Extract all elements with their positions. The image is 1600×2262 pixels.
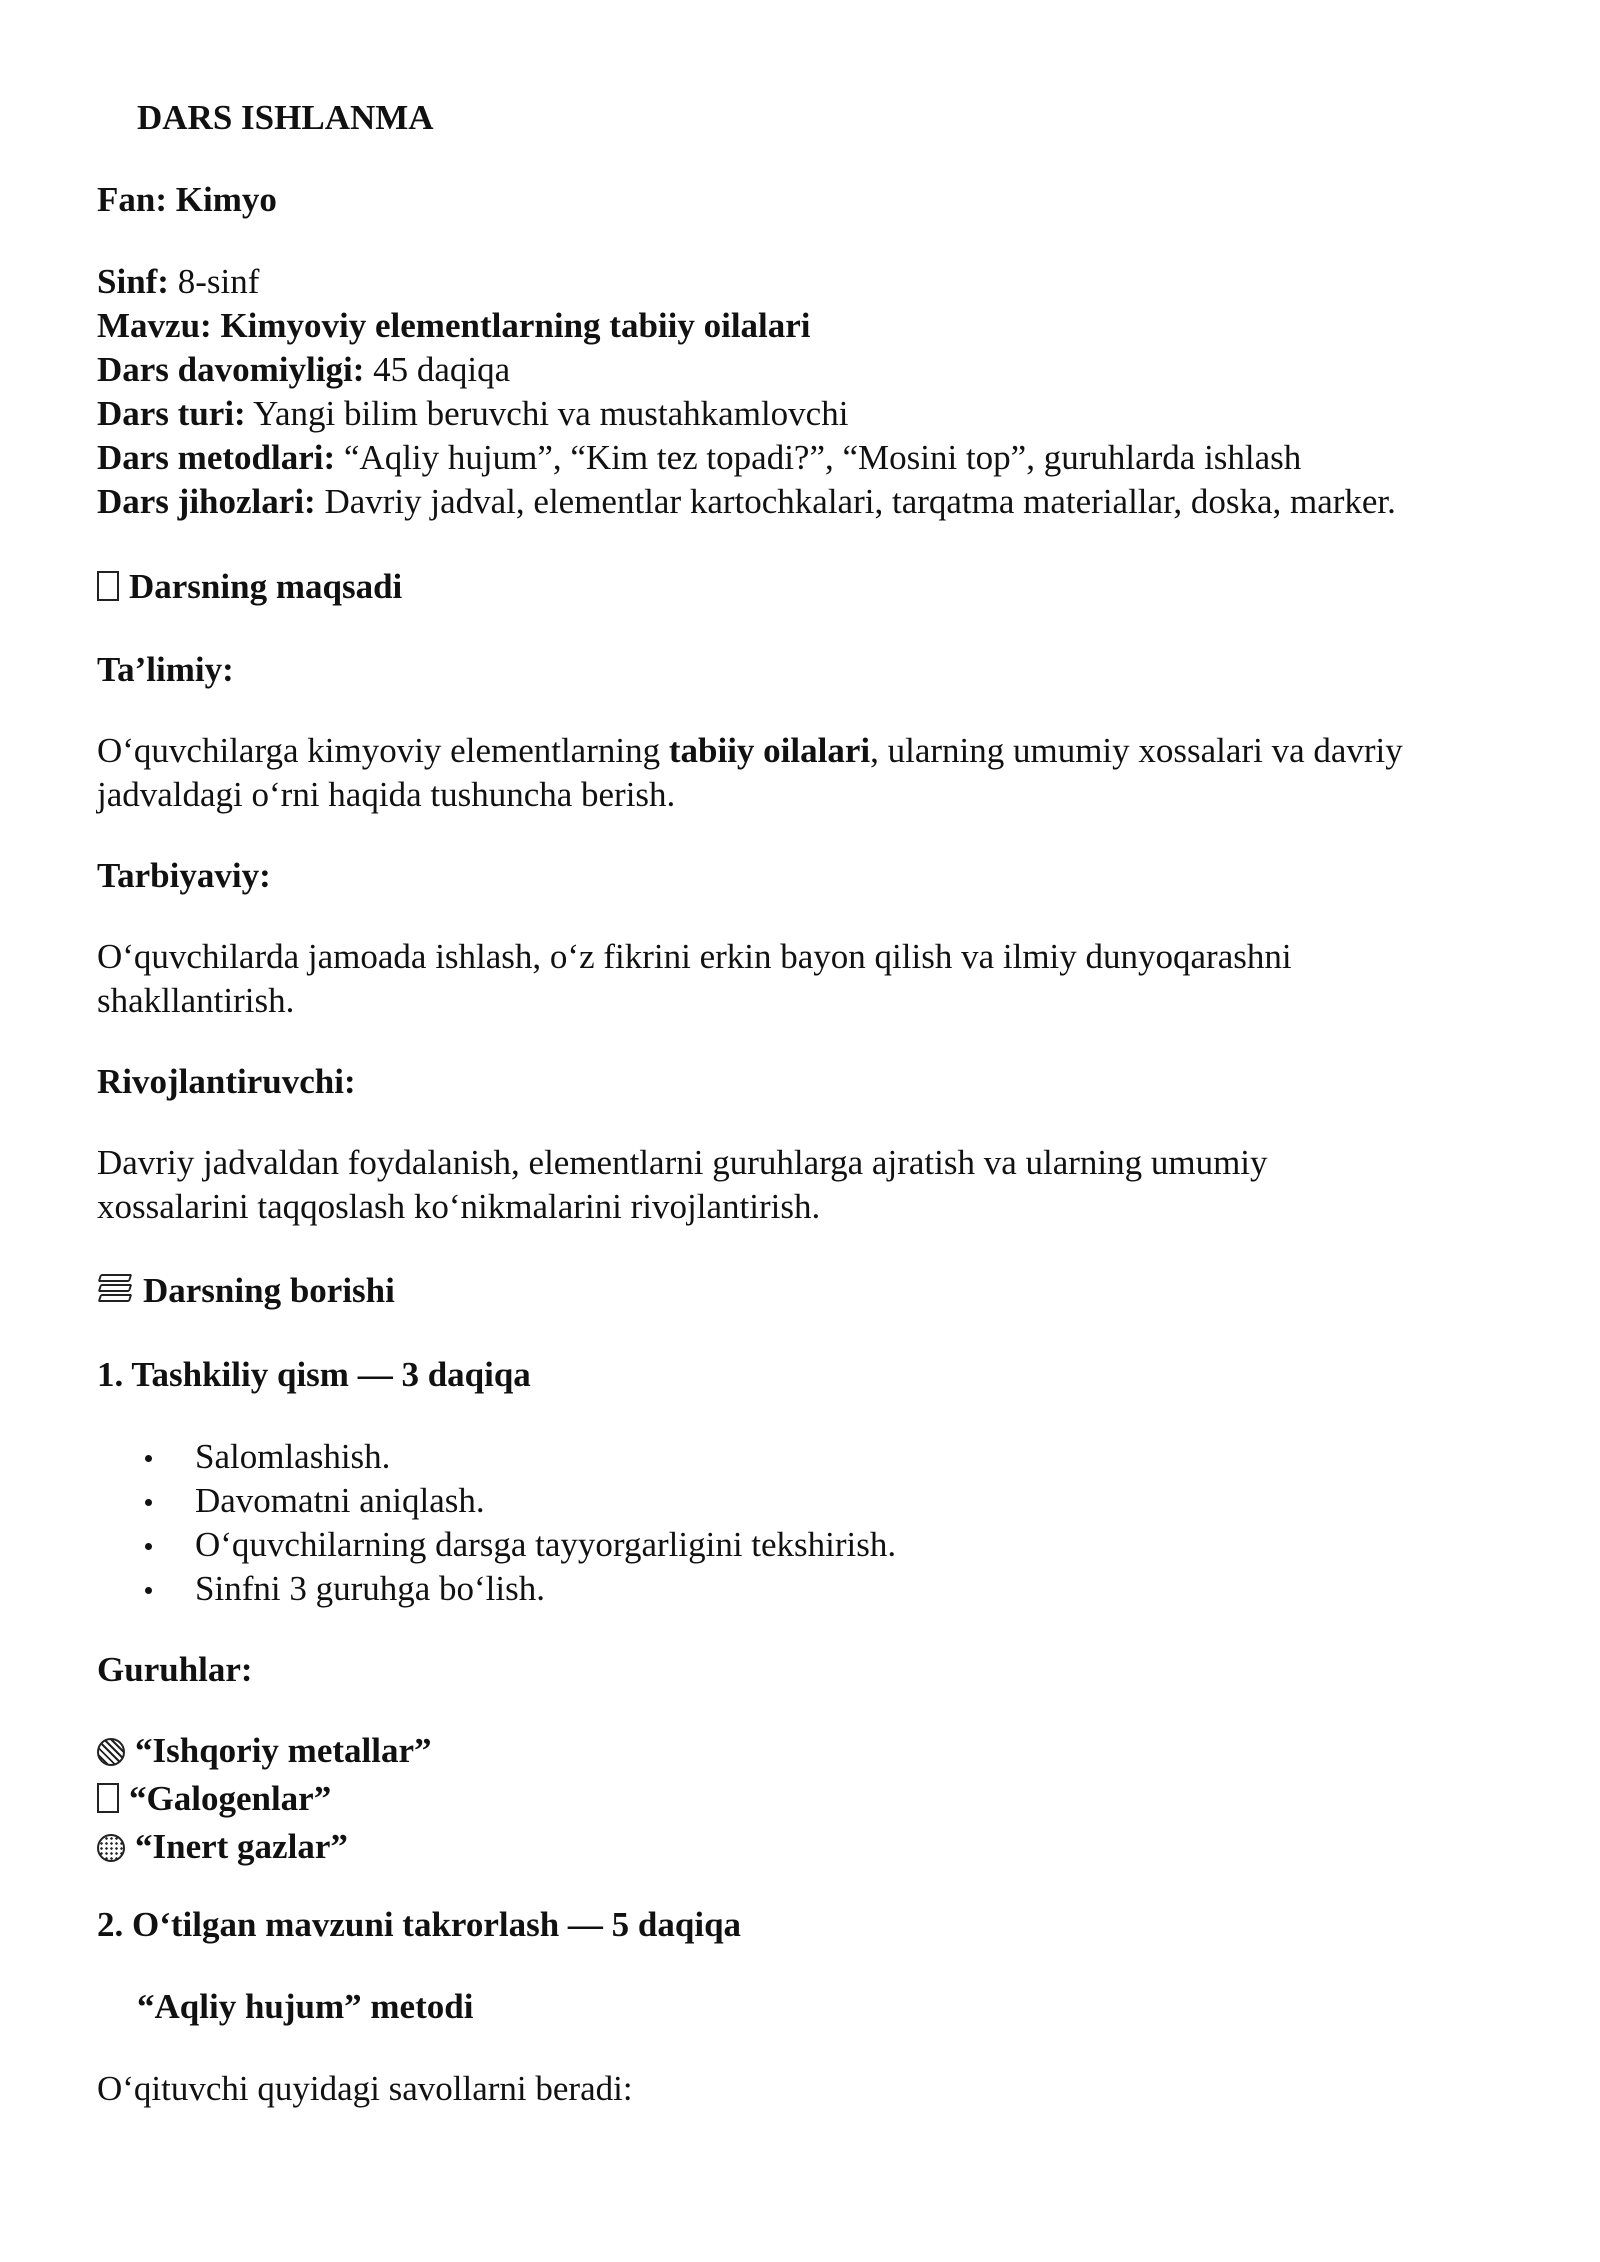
group-halogens bbox=[97, 1777, 1517, 1825]
upbringing-line-2: shakllantirish. bbox=[97, 981, 295, 1020]
hatched-circle-icon bbox=[97, 1738, 125, 1766]
list-item: Salomlashish. bbox=[97, 1435, 1517, 1479]
books-icon bbox=[97, 1272, 135, 1306]
lesson-type-label: Dars turi: bbox=[97, 394, 246, 433]
step-2-heading: 2. O‘tilgan mavzuni takrorlash — 5 daqiqa bbox=[97, 1905, 742, 1944]
groups-heading: Guruhlar: bbox=[97, 1650, 253, 1689]
document-title: DARS ISHLANMA bbox=[137, 98, 434, 137]
grade-line bbox=[97, 260, 1517, 304]
group-noble-gases bbox=[97, 1825, 1517, 1873]
equipment-label: Dars jihozlari: bbox=[97, 482, 316, 521]
lesson-type-line bbox=[97, 392, 1517, 436]
topic-line: Mavzu: Kimyoviy elementlarning tabiiy oilalari bbox=[97, 306, 811, 345]
list-item: Davomatni aniqlash. bbox=[97, 1479, 1517, 1523]
duration-line bbox=[97, 348, 1517, 392]
goals-heading bbox=[97, 565, 1517, 609]
equipment-line bbox=[97, 480, 1517, 524]
step-1-heading: 1. Tashkiliy qism — 3 daqiqa bbox=[97, 1355, 531, 1394]
lesson-flow-heading-text: Darsning borishi bbox=[143, 1271, 395, 1310]
lesson-flow-heading bbox=[97, 1269, 1517, 1313]
developmental-heading: Rivojlantiruvchi: bbox=[97, 1062, 356, 1101]
subject-line: Fan: Kimyo bbox=[97, 180, 277, 219]
lesson-info-block bbox=[97, 260, 1517, 524]
educational-emphasis: tabiiy oilalari bbox=[668, 731, 871, 770]
upbringing-paragraph bbox=[97, 935, 1517, 1023]
lesson-plan-document bbox=[97, 96, 1517, 2111]
upbringing-heading: Tarbiyaviy: bbox=[97, 856, 271, 895]
educational-text: O‘quvchilarga kimyoviy elementlarning bbox=[97, 731, 669, 770]
upbringing-line-1: O‘quvchilarda jamoada ishlash, o‘z fikrini erkin bayon qilish va ilmiy dunyoqarashni bbox=[97, 937, 1292, 976]
grade-label: Sinf: bbox=[97, 262, 169, 301]
groups-list bbox=[97, 1729, 1517, 1873]
educational-paragraph bbox=[97, 729, 1517, 817]
group-alkali-metals bbox=[97, 1729, 1517, 1777]
methods-label: Dars metodlari: bbox=[97, 438, 336, 477]
step-2-text: O‘qituvchi quyidagi savollarni beradi: bbox=[97, 2069, 633, 2108]
goals-heading-text: Darsning maqsadi bbox=[129, 567, 403, 606]
step-1-list bbox=[97, 1435, 1517, 1611]
developmental-line-1: Davriy jadvaldan foydalanish, elementlarni guruhlarga ajratish va ularning umumiy bbox=[97, 1143, 1268, 1182]
target-icon bbox=[97, 571, 119, 601]
group-name: “Ishqoriy metallar” bbox=[135, 1731, 432, 1770]
lesson-type-value: Yangi bilim beruvchi va mustahkamlovchi bbox=[245, 394, 849, 433]
educational-line-2: jadvaldagi o‘rni haqida tushuncha berish. bbox=[97, 775, 676, 814]
step-2-method-heading: “Aqliy hujum” metodi bbox=[137, 1987, 474, 2026]
educational-line-1 bbox=[97, 729, 1517, 773]
dotted-circle-icon bbox=[97, 1834, 125, 1862]
square-icon bbox=[97, 1783, 119, 1813]
list-item: O‘quvchilarning darsga tayyorgarligini tekshirish. bbox=[97, 1523, 1517, 1567]
educational-text-end: , ularning umumiy xossalari va davriy bbox=[870, 731, 1403, 770]
duration-value: 45 daqiqa bbox=[364, 350, 511, 389]
developmental-line-2: xossalarini taqqoslash ko‘nikmalarini rivojlantirish. bbox=[97, 1187, 821, 1226]
methods-value: “Aqliy hujum”, “Kim tez topadi?”, “Mosini top”, guruhlarda ishlash bbox=[335, 438, 1302, 477]
equipment-value: Davriy jadval, elementlar kartochkalari, tarqatma materiallar, doska, marker. bbox=[315, 482, 1396, 521]
developmental-paragraph bbox=[97, 1141, 1517, 1229]
grade-value: 8-sinf bbox=[168, 262, 260, 301]
group-name: “Inert gazlar” bbox=[135, 1827, 348, 1866]
methods-line bbox=[97, 436, 1517, 480]
group-name: “Galogenlar” bbox=[129, 1779, 332, 1818]
duration-label: Dars davomiyligi: bbox=[97, 350, 365, 389]
educational-heading: Ta’limiy: bbox=[97, 650, 234, 689]
list-item: Sinfni 3 guruhga bo‘lish. bbox=[97, 1567, 1517, 1611]
